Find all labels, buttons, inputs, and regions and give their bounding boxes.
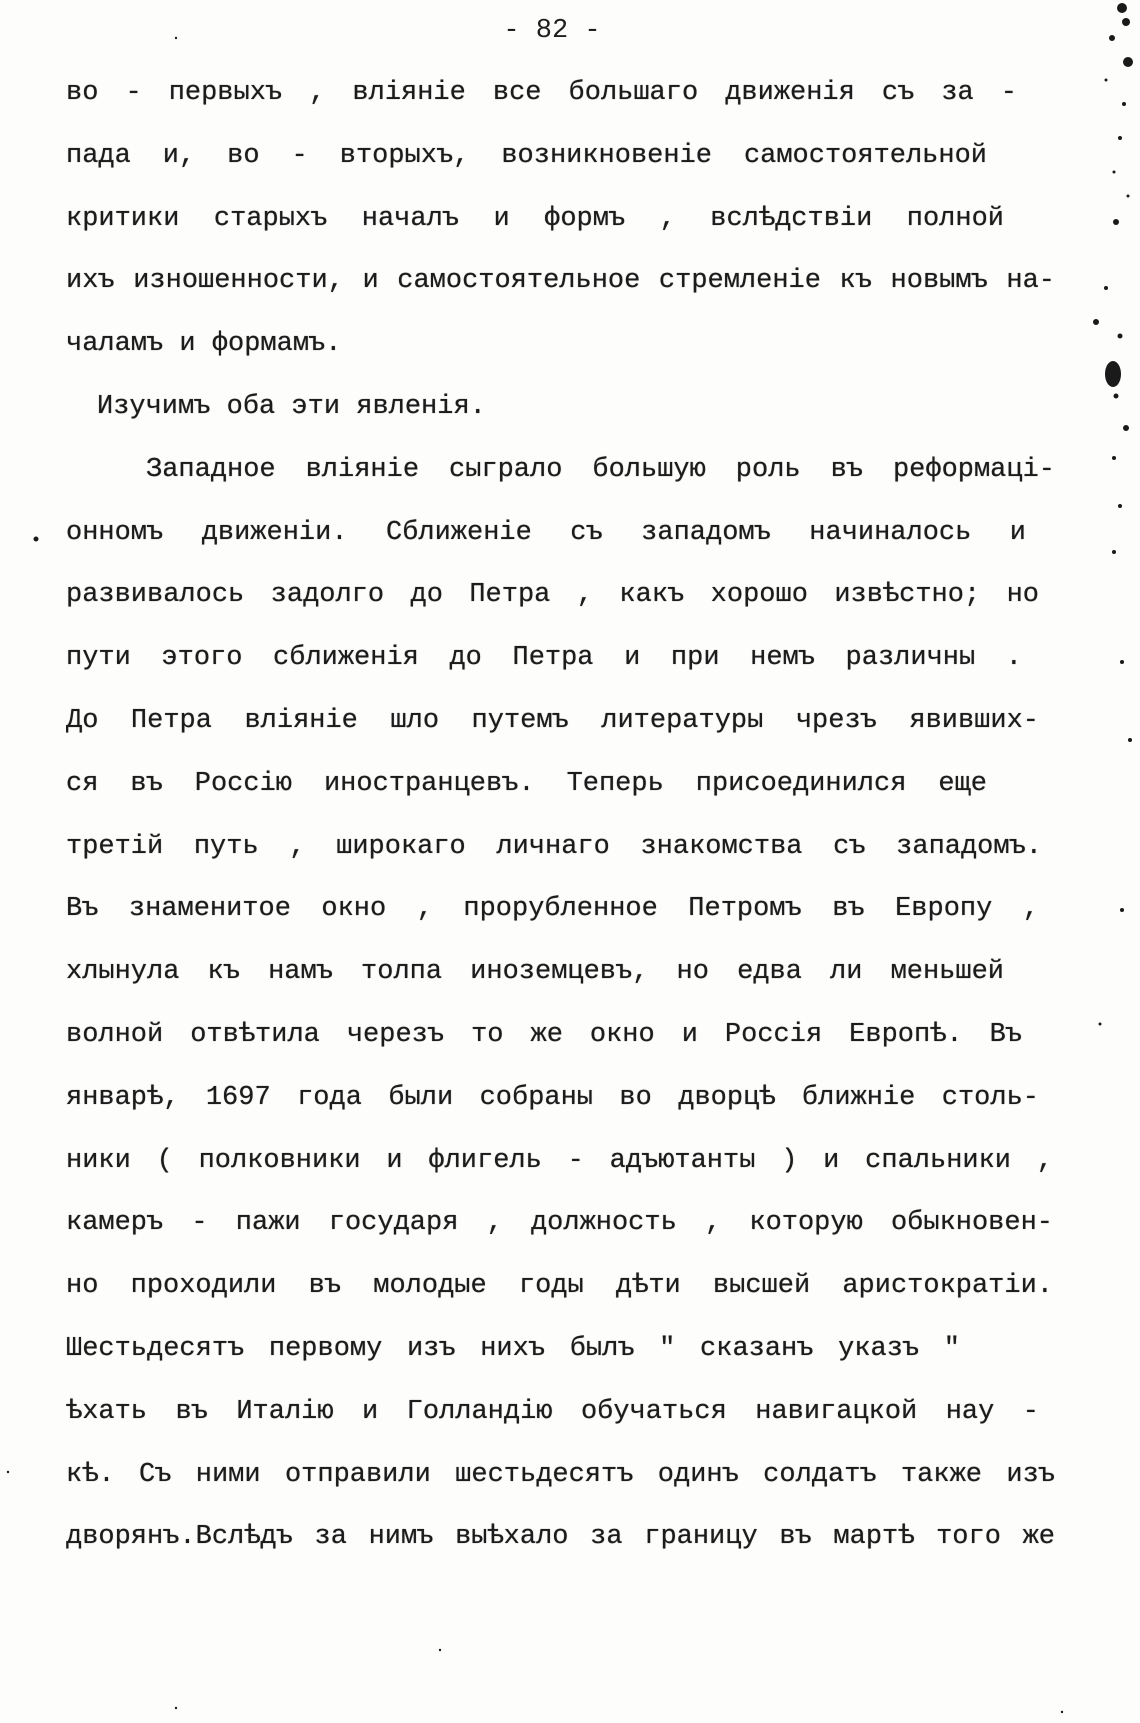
- ink-speck: [1122, 102, 1126, 106]
- page-number: - 82 -: [503, 16, 601, 46]
- ink-speck: [175, 37, 177, 39]
- ink-speck: [1104, 286, 1108, 290]
- ink-speck: [1061, 1711, 1063, 1713]
- text-line: чаламъ и формамъ.: [66, 329, 342, 359]
- text-line: пути этого сближенія до Петра и при немъ различны .: [66, 643, 1022, 673]
- text-line: ѣхать въ Италію и Голландію обучаться навигацкой нау -: [66, 1397, 1039, 1427]
- ink-speck: [1128, 738, 1132, 742]
- ink-speck: [1112, 456, 1116, 460]
- text-line: ихъ изношенности, и самостоятельное стремленіе къ новымъ на-: [66, 266, 1055, 296]
- text-line: Западное вліяніе сыграло большую роль въ реформаці-: [146, 455, 1055, 485]
- ink-speck: [7, 1471, 9, 1473]
- ink-speck: [175, 1707, 177, 1709]
- ink-speck: [1105, 361, 1121, 387]
- text-line: ся въ Россію иностранцевъ. Теперь присоединился еще: [66, 769, 987, 799]
- ink-speck: [1105, 79, 1108, 82]
- text-line: ники ( полковники и флигель - адъютанты ) и спальники ,: [66, 1146, 1053, 1176]
- text-line: До Петра вліяніе шло путемъ литературы чрезъ явивших-: [66, 706, 1039, 736]
- ink-speck: [1118, 136, 1122, 140]
- ink-speck: [439, 1649, 441, 1651]
- ink-speck: [1123, 57, 1133, 67]
- ink-speck: [1120, 660, 1124, 664]
- text-line: кѣ. Съ ними отправили шестьдесятъ одинъ солдатъ также изъ: [66, 1460, 1055, 1490]
- text-line: хлынула къ намъ толпа иноземцевъ, но едва ли меньшей: [66, 957, 1004, 987]
- ink-speck: [1109, 35, 1115, 41]
- ink-speck: [1117, 3, 1127, 13]
- ink-speck: [1113, 219, 1119, 225]
- text-line: Шестьдесятъ первому изъ нихъ былъ " сказанъ указъ ": [66, 1334, 960, 1364]
- ink-speck: [1112, 550, 1116, 554]
- ink-speck: [1099, 1023, 1102, 1026]
- text-line: развивалось задолго до Петра , какъ хорошо извѣстно; но: [66, 580, 1039, 610]
- text-line: онномъ движеніи. Сближеніе съ западомъ начиналось и: [66, 518, 1026, 548]
- ink-speck: [1118, 504, 1122, 508]
- ink-speck: [1120, 908, 1124, 912]
- text-line: Въ знаменитое окно , прорубленное Петромъ въ Европу ,: [66, 894, 1039, 924]
- ink-speck: [1123, 425, 1129, 431]
- ink-speck: [1093, 319, 1099, 325]
- ink-speck: [1127, 195, 1130, 198]
- text-line: но проходили въ молодые годы дѣти высшей аристократіи.: [66, 1271, 1053, 1301]
- text-line: пада и, во - вторыхъ, возникновеніе самостоятельной: [66, 141, 987, 171]
- text-line: дворянъ.Вслѣдъ за нимъ выѣхало за границу въ мартѣ того же: [66, 1522, 1055, 1552]
- ink-speck: [34, 537, 39, 542]
- text-line: январѣ, 1697 года были собраны во дворцѣ ближніе столь-: [66, 1083, 1039, 1113]
- text-line: волной отвѣтила черезъ то же окно и Россія Европѣ. Въ: [66, 1020, 1022, 1050]
- ink-speck: [1113, 171, 1116, 174]
- text-line: во - первыхъ , вліяніе все большаго движенія съ за -: [66, 78, 1017, 108]
- text-line: третій путь , широкаго личнаго знакомства съ западомъ.: [66, 832, 1042, 862]
- text-line: Изучимъ оба эти явленія.: [97, 392, 486, 422]
- ink-speck: [1114, 394, 1119, 399]
- ink-speck: [1118, 334, 1123, 339]
- text-line: критики старыхъ началъ и формъ , вслѣдствіи полной: [66, 204, 1004, 234]
- ink-speck: [1122, 18, 1130, 26]
- text-line: камеръ - пажи государя , должность , которую обыкновен-: [66, 1208, 1053, 1238]
